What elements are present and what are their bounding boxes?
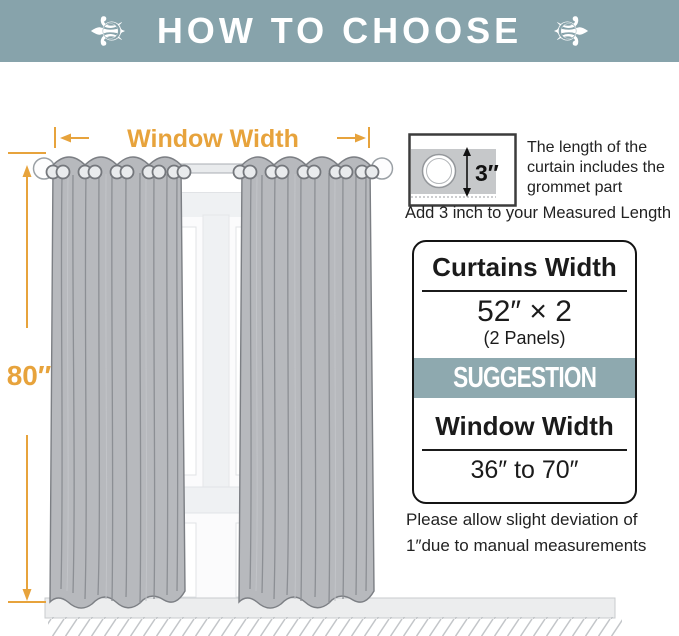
curtain-panel-left (50, 157, 185, 608)
grommet-note: The length of the curtain includes the grommet part (527, 139, 665, 196)
curtains-width-value: 52″ × 2 (477, 295, 572, 328)
curtains-width-title: Curtains Width (432, 252, 617, 282)
suggestion-band (414, 358, 635, 398)
deviation-note-line2: 1″due to manual measurements (406, 536, 647, 555)
suggestion-box (412, 240, 637, 504)
window-width-title: Window Width (435, 411, 614, 441)
window-width-value: 36″ to 70″ (470, 456, 579, 484)
page-title: HOW TO CHOOSE (156, 10, 523, 51)
fleur-de-lis-right-icon: ⚜ (543, 10, 598, 52)
header-banner (0, 0, 679, 62)
panels-note: (2 Panels) (483, 328, 566, 348)
grommet-diagram (408, 133, 517, 207)
deviation-note (406, 507, 646, 559)
arrowhead-down (23, 589, 32, 601)
curtain-panel-right (239, 157, 374, 608)
fleur-de-lis-left-icon: ⚜ (81, 10, 136, 52)
arrowhead-up (23, 165, 32, 177)
grommet-size-label: 3″ (475, 160, 499, 186)
divider (422, 290, 628, 292)
window-width-label: Window Width (127, 125, 299, 153)
divider (422, 449, 628, 451)
add-length-note: Add 3 inch to your Measured Length (405, 204, 672, 222)
floor-hatching (48, 617, 622, 636)
arrowhead-left (60, 134, 71, 143)
arrowhead-right (355, 134, 366, 143)
suggestion-band-label: SUGGESTION (452, 361, 597, 394)
deviation-note-line1: Please allow slight deviation of (406, 510, 638, 529)
height-label: 80″ (6, 360, 52, 391)
